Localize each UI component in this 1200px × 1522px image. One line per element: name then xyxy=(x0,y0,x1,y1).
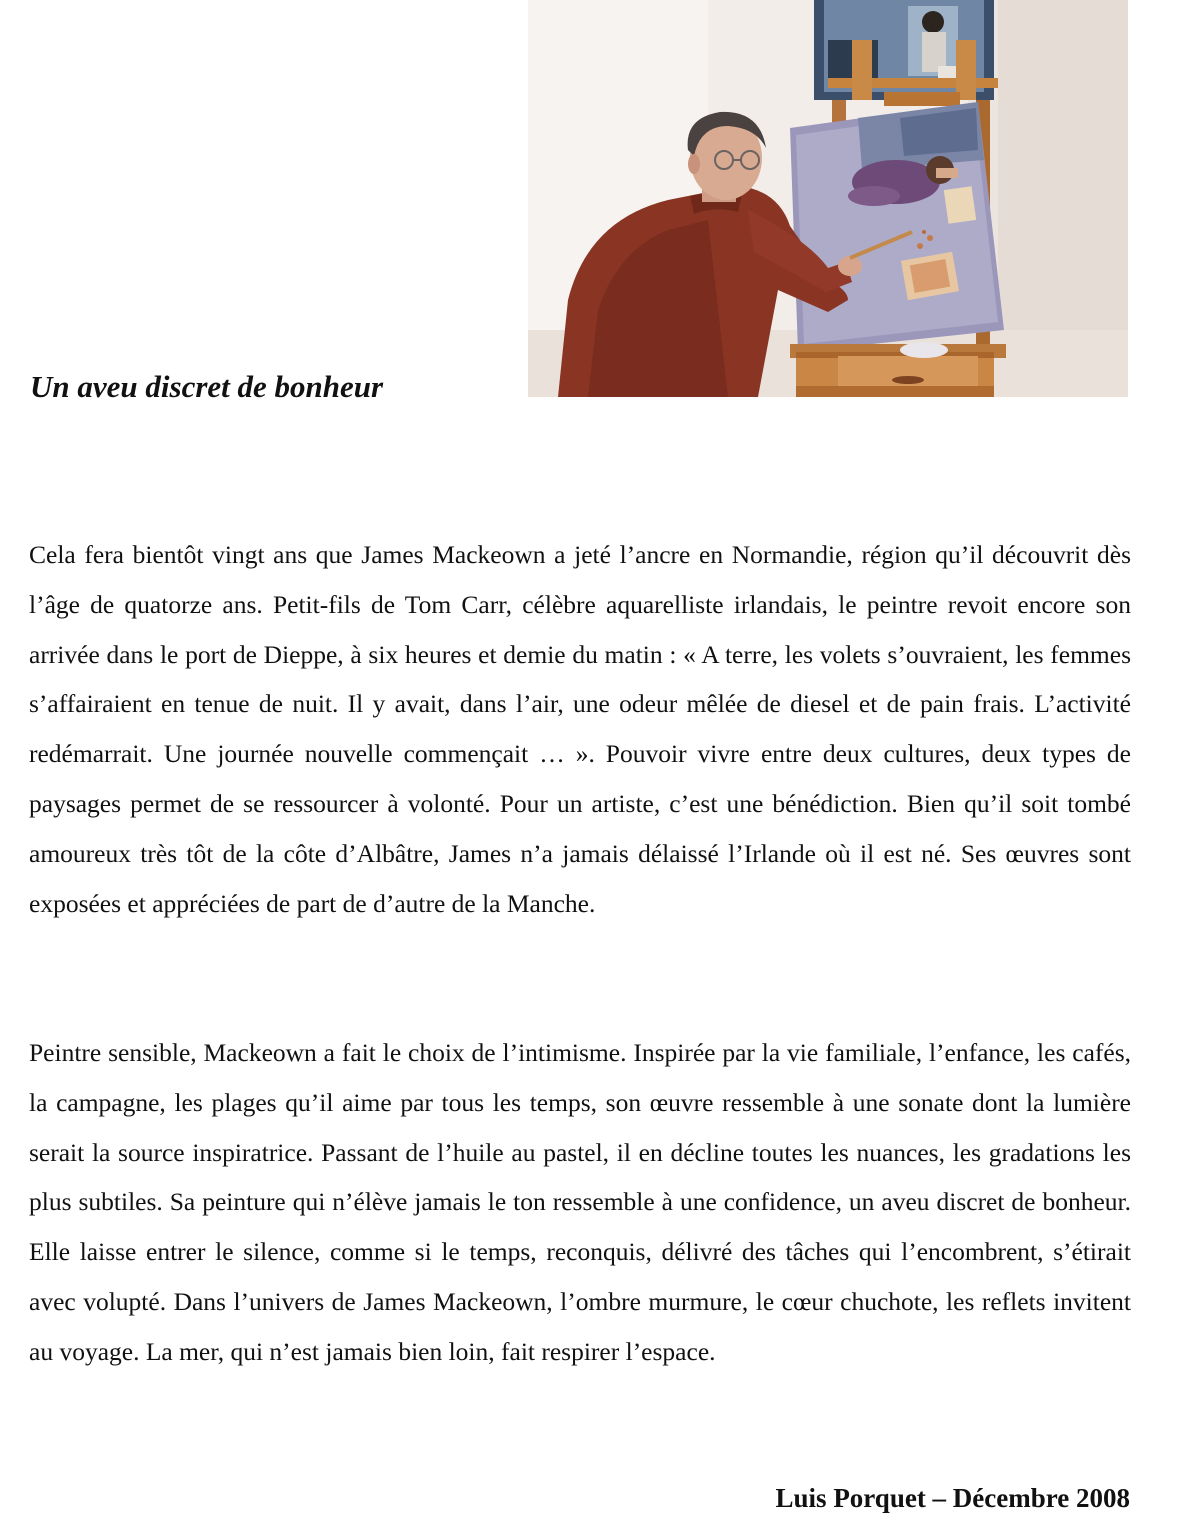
article-title: Un aveu discret de bonheur xyxy=(30,369,384,404)
article-paragraph-2: Peintre sensible, Mackeown a fait le choix de l’intimisme. Inspirée par la vie familiale, l’enfance, les cafés, la campagne, les plages qu’il aime par tous les temps, son œuvre ressemble à une sonate dont la lumière serait la source inspiratrice. Passant de l’huile au pastel, il en décline toutes les nuances, les gradations les plus subtiles. Sa peinture qui n’élève jamais le ton ressemble à une confidence, un aveu discret de bonheur. Elle laisse entrer le silence, comme si le temps, reconquis, délivré des tâches qui l’encombrent, s’étirait avec volupté. Dans l’univers de James Mackeown, l’ombre murmure, le cœur chuchote, les reflets invitent au voyage. La mer, qui n’est jamais bien loin, fait respirer l’espace. xyxy=(29,1038,1131,1366)
canvas-painting xyxy=(790,102,1004,352)
artist-photo xyxy=(528,0,1128,397)
article-paragraph-1: Cela fera bientôt vingt ans que James Mackeown a jeté l’ancre en Normandie, région qu’il découvrit dès l’âge de quatorze ans. Petit-fils de Tom Carr, célèbre aquarelliste irlandais, le peintre revoit encore son arrivée dans le port de Dieppe, à six heures et demie du matin : « A terre, les volets s’ouvraient, les femmes s’affairaient en tenue de nuit. Il y avait, dans l’air, une odeur mêlée de diesel et de pain frais. L’activité redémarrait. Une journée nouvelle commençait … ». Pouvoir vivre entre deux cultures, deux types de paysages permet de se ressourcer à volonté. Pour un artiste, c’est une bénédiction. Bien qu’il soit tombé amoureux très tôt de la côte d’Albâtre, James n’a jamais délaissé l’Irlande où il est né. Ses œuvres sont exposées et appréciées de part de d’autre de la Manche. xyxy=(29,540,1131,918)
author-signature: Luis Porquet – Décembre 2008 xyxy=(775,1483,1130,1513)
